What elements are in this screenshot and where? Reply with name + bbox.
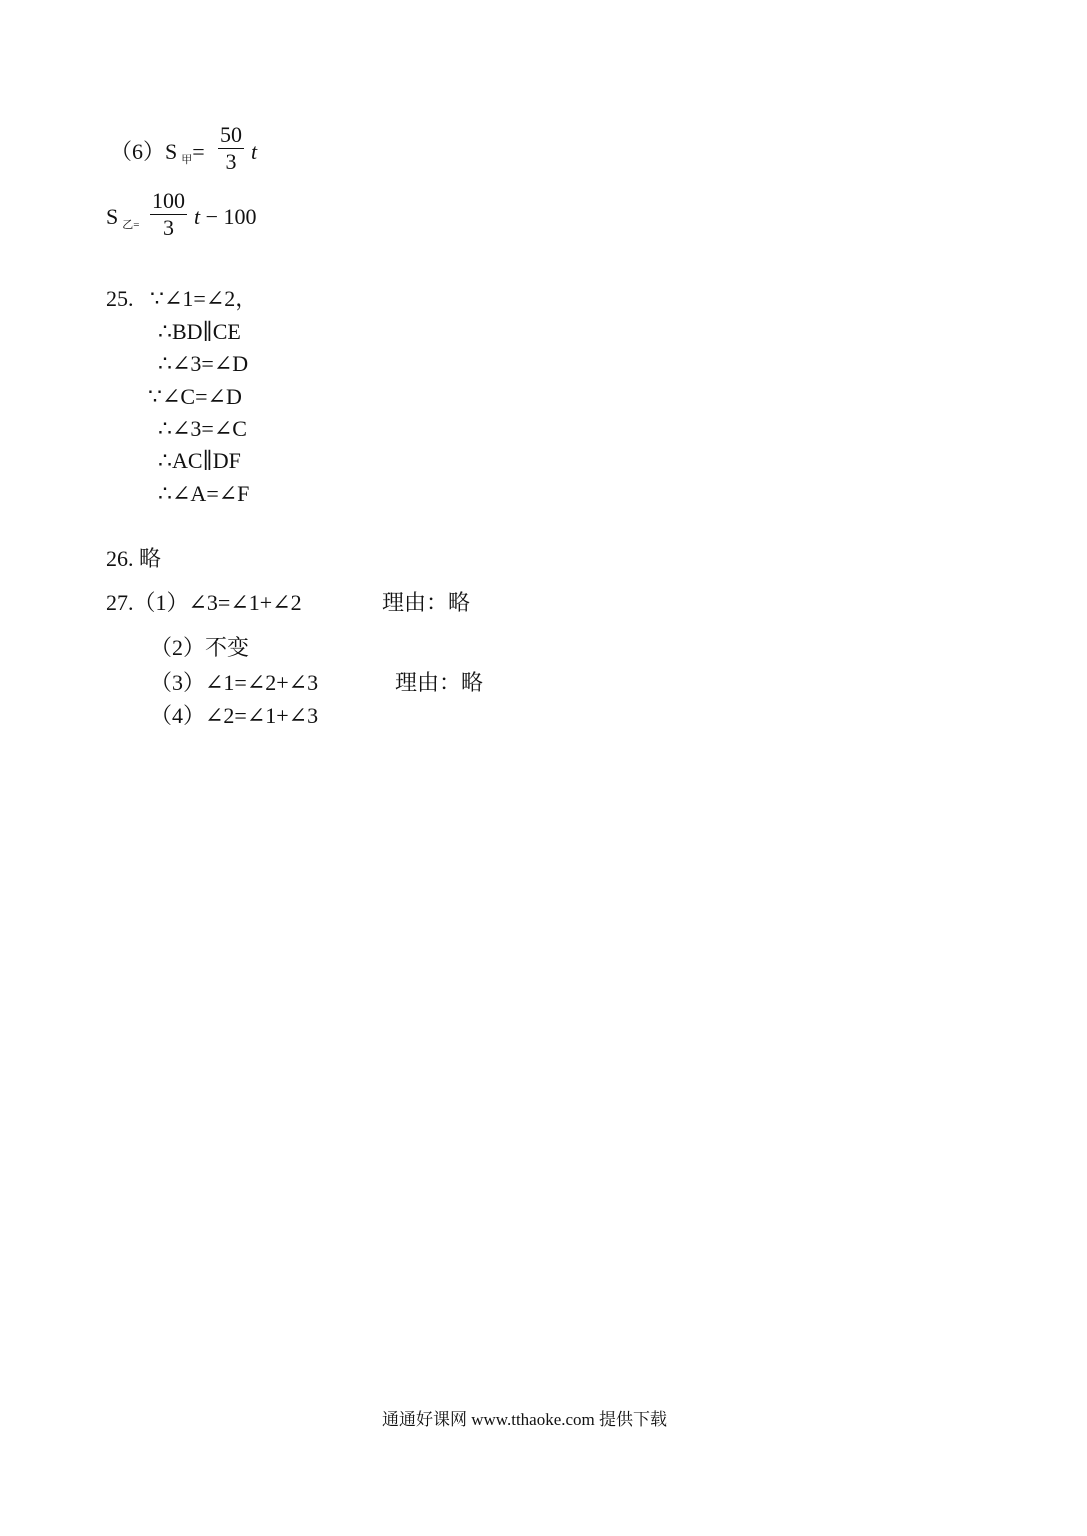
variable-t: t: [251, 139, 258, 164]
q25-line: ∵∠C=∠D: [148, 384, 242, 409]
s-yi-label: [106, 203, 139, 235]
s-jia-subscript: 甲: [181, 154, 193, 166]
q26-answer: 26. 略: [106, 546, 162, 571]
q27-part-1-reason: 理由：略: [382, 590, 471, 615]
q25-line: ∴∠A=∠F: [158, 481, 250, 506]
numerator: 50: [220, 122, 242, 147]
s-jia-label: [110, 138, 205, 170]
q27-part-3: （3）∠1=∠2+∠3: [150, 670, 319, 695]
fraction-100-over-3: [150, 188, 187, 241]
q25-label: 25.: [106, 286, 134, 311]
q25-line: ∴BD∥CE: [158, 319, 241, 344]
q25-line: ∵∠1=∠2，: [150, 286, 258, 311]
q27-part-1: 27.（1）∠3=∠1+∠2: [106, 590, 302, 615]
s-yi-subscript: 乙=: [122, 219, 140, 231]
variable-t: t: [194, 204, 201, 229]
s-yi-letter: S: [106, 204, 119, 229]
fraction-50-over-3: [218, 122, 244, 175]
q25-line: ∴∠3=∠C: [158, 416, 247, 441]
s-yi-tail: [194, 203, 257, 231]
q25-line: ∴AC∥DF: [158, 448, 241, 473]
part-6-label: （6）S: [110, 139, 178, 164]
q27-part-2: （2）不变: [150, 635, 250, 660]
numerator: 100: [152, 188, 185, 213]
denominator: 3: [225, 149, 237, 174]
q27-part-4: （4）∠2=∠1+∠3: [150, 703, 319, 728]
footer-source: 通通好课网 www.tthaoke.com 提供下载: [382, 1410, 668, 1429]
denominator: 3: [163, 215, 174, 240]
minus-100: − 100: [200, 204, 257, 229]
q27-part-3-reason: 理由：略: [395, 670, 484, 695]
equals-sign: =: [192, 139, 205, 164]
q25-line: ∴∠3=∠D: [158, 351, 249, 376]
